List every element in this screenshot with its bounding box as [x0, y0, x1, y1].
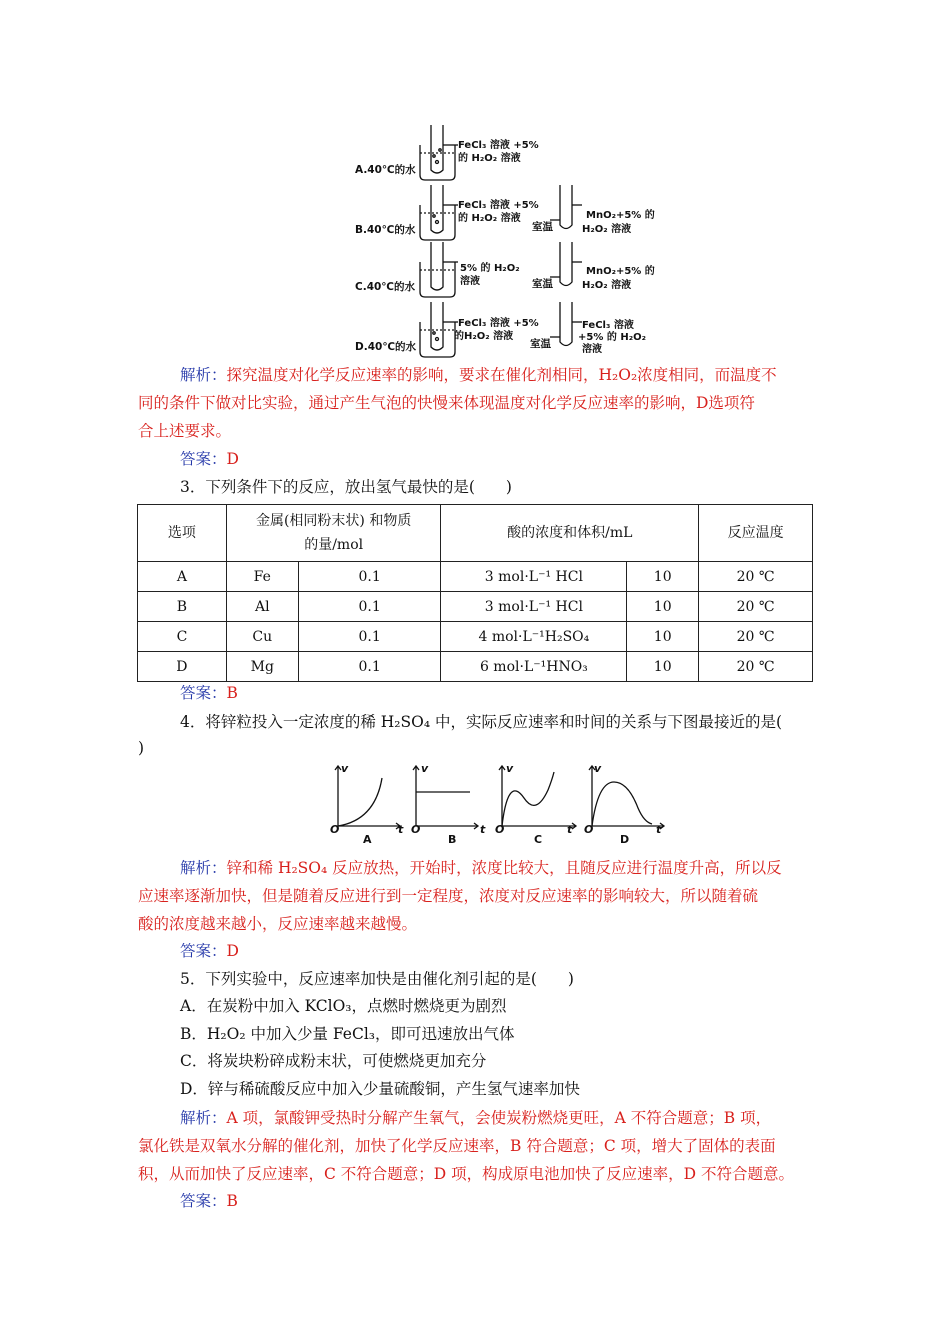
q2-analysis-line-2: 同的条件下做对比实验，通过产生气泡的快慢来体现温度对化学反应速率的影响，D选项符 — [138, 394, 755, 412]
graph-d-v: v — [594, 762, 602, 775]
q5-analysis — [138, 1104, 818, 1132]
option-d-right-1: FeCl₃ 溶液 — [582, 320, 634, 331]
q2-answer — [180, 446, 239, 472]
cell: Al — [226, 592, 298, 622]
graph-a — [335, 766, 400, 829]
option-d-label: D.40℃的水 — [355, 341, 417, 353]
q3-table — [137, 504, 813, 682]
q4-analysis-line-2: 应速率逐渐加快，但是随着反应进行到一定程度，浓度对反应速率的影响较大，所以随着硫 — [138, 887, 759, 905]
q4-answer-label: 答案： — [180, 942, 227, 960]
cell: 10 — [627, 622, 699, 652]
cell: 0.1 — [298, 592, 441, 622]
q4-answer-value: D — [226, 942, 239, 960]
cell: Cu — [226, 622, 298, 652]
graph-a-t: t — [398, 823, 404, 836]
q2-answer-value: D — [226, 450, 239, 468]
graph-d-t: t — [656, 823, 662, 836]
q5-option-a: A．在炭粉中加入 KClO₃，点燃时燃烧更为剧烈 — [180, 997, 507, 1015]
option-b-cond: 室温 — [532, 221, 553, 233]
header-metal-line1: 金属(相同粉末状) 和物质 — [255, 513, 412, 529]
option-c-label: C.40℃的水 — [355, 281, 416, 293]
graph-b-v: v — [421, 762, 429, 775]
cell: 10 — [627, 592, 699, 622]
q2-analysis-line-3: 合上述要求。 — [138, 422, 232, 440]
cell: D — [138, 652, 227, 682]
option-b-right-2: H₂O₂ 溶液 — [582, 224, 632, 235]
table-row — [138, 622, 813, 652]
graph-d-origin: O — [584, 823, 594, 836]
option-c-note-2: 溶液 — [460, 276, 480, 287]
q5-answer-label: 答案： — [180, 1192, 227, 1210]
header-metal — [226, 505, 441, 562]
q5-option-b: B．H₂O₂ 中加入少量 FeCl₃，即可迅速放出气体 — [180, 1025, 515, 1043]
header-acid: 酸的浓度和体积/mL — [441, 505, 699, 562]
table-row — [138, 592, 813, 622]
option-b-label: B.40℃的水 — [355, 224, 416, 236]
option-c-right-1: MnO₂+5% 的 — [586, 266, 655, 277]
q5-answer-value: B — [226, 1192, 238, 1210]
table-row — [138, 652, 813, 682]
q5-analysis-line-3: 积，从而加快了反应速率，C 不符合题意；D 项，构成原电池加快了反应速率，D 不符合题意。 — [138, 1165, 794, 1183]
graph-c-t: t — [567, 823, 573, 836]
q3-answer-label: 答案： — [180, 684, 227, 702]
option-b-right-1: MnO₂+5% 的 — [586, 210, 655, 221]
q5-option-d: D．锌与稀硫酸反应中加入少量硫酸铜，产生氢气速率加快 — [180, 1080, 580, 1098]
cell: 0.1 — [298, 622, 441, 652]
option-d-right-3: 溶液 — [582, 344, 602, 355]
cell: 20 ℃ — [699, 562, 813, 592]
header-temp: 反应温度 — [699, 505, 813, 562]
cell: 0.1 — [298, 652, 441, 682]
q5-stem: 5．下列实验中，反应速率加快是由催化剂引起的是( ) — [180, 970, 574, 988]
option-d-note-1: FeCl₃ 溶液 +5% — [458, 318, 539, 329]
q2-analysis-line-1: 探究温度对化学反应速率的影响，要求在催化剂相同，H₂O₂浓度相同，而温度不 — [226, 366, 777, 384]
option-c-cond: 室温 — [532, 278, 553, 290]
q4-analysis-label: 解析： — [180, 859, 227, 877]
beaker-a — [420, 125, 458, 180]
graph-b-origin: O — [411, 823, 421, 836]
graph-a-label: A — [363, 833, 372, 846]
q2-analysis-label: 解析： — [180, 366, 227, 384]
cell: Fe — [226, 562, 298, 592]
q2-answer-label: 答案： — [180, 450, 227, 468]
option-c-right-2: H₂O₂ 溶液 — [582, 280, 632, 291]
option-d-right-2: +5% 的 H₂O₂ — [578, 332, 646, 343]
q5-option-c: C．将炭块粉碎成粉末状，可使燃烧更加充分 — [180, 1052, 487, 1070]
graph-a-v: v — [341, 762, 349, 775]
cell: 10 — [627, 652, 699, 682]
option-d-note-2: 的H₂O₂ 溶液 — [454, 331, 514, 342]
table-row — [138, 562, 813, 592]
q4-analysis — [138, 854, 818, 882]
graph-c-v: v — [506, 762, 514, 775]
rate-time-graphs — [320, 760, 670, 850]
q4-answer — [180, 938, 239, 964]
q4-analysis-line-1: 锌和稀 H₂SO₄ 反应放热，开始时，浓度比较大，且随反应进行温度升高，所以反 — [226, 859, 782, 877]
q4-stem-line2: ) — [138, 739, 145, 757]
graph-c-label: C — [534, 833, 543, 846]
cell: A — [138, 562, 227, 592]
option-a-note-1: FeCl₃ 溶液 +5% — [458, 140, 539, 151]
graph-a-origin: O — [330, 823, 340, 836]
cell: 3 mol·L⁻¹ HCl — [441, 562, 627, 592]
graph-d — [589, 766, 664, 829]
q3-answer-value: B — [226, 684, 238, 702]
q5-analysis-label: 解析： — [180, 1109, 227, 1127]
option-c-note-1: 5% 的 H₂O₂ — [460, 263, 520, 274]
q3-stem: 3．下列条件下的反应，放出氢气最快的是( ) — [180, 478, 512, 496]
cell: 20 ℃ — [699, 652, 813, 682]
q5-answer — [180, 1188, 238, 1214]
q5-analysis-line-1: A 项，氯酸钾受热时分解产生氧气，会使炭粉燃烧更旺，A 不符合题意；B 项， — [226, 1109, 772, 1127]
table-header-row — [138, 505, 813, 562]
header-metal-line2: 的量/mol — [304, 537, 364, 553]
option-d-cond: 室温 — [530, 338, 551, 350]
graph-b-t: t — [480, 823, 486, 836]
q3-answer — [180, 680, 238, 706]
graph-c — [499, 766, 576, 829]
q4-stem-line1: 4．将锌粒投入一定浓度的稀 H₂SO₄ 中，实际反应速率和时间的关系与下图最接近的是( — [180, 713, 783, 731]
option-b-note-2: 的 H₂O₂ 溶液 — [458, 213, 521, 224]
cell: 20 ℃ — [699, 592, 813, 622]
graph-b — [413, 766, 478, 829]
cell: 0.1 — [298, 562, 441, 592]
option-b-note-1: FeCl₃ 溶液 +5% — [458, 200, 539, 211]
cell: Mg — [226, 652, 298, 682]
header-option: 选项 — [138, 505, 227, 562]
cell: 10 — [627, 562, 699, 592]
q4-analysis-line-3: 酸的浓度越来越小，反应速率越来越慢。 — [138, 915, 418, 933]
cell: 3 mol·L⁻¹ HCl — [441, 592, 627, 622]
graph-d-label: D — [620, 833, 630, 846]
graph-b-label: B — [448, 833, 457, 846]
cell: B — [138, 592, 227, 622]
cell: 20 ℃ — [699, 622, 813, 652]
cell: 4 mol·L⁻¹H₂SO₄ — [441, 622, 627, 652]
cell: 6 mol·L⁻¹HNO₃ — [441, 652, 627, 682]
q2-analysis — [138, 361, 818, 389]
option-a-label: A.40℃的水 — [355, 164, 416, 176]
graph-c-origin: O — [495, 823, 505, 836]
option-a-note-2: 的 H₂O₂ 溶液 — [458, 153, 521, 164]
q5-analysis-line-2: 氯化铁是双氧水分解的催化剂，加快了化学反应速率，B 符合题意；C 项，增大了固体的表面 — [138, 1137, 776, 1155]
cell: C — [138, 622, 227, 652]
